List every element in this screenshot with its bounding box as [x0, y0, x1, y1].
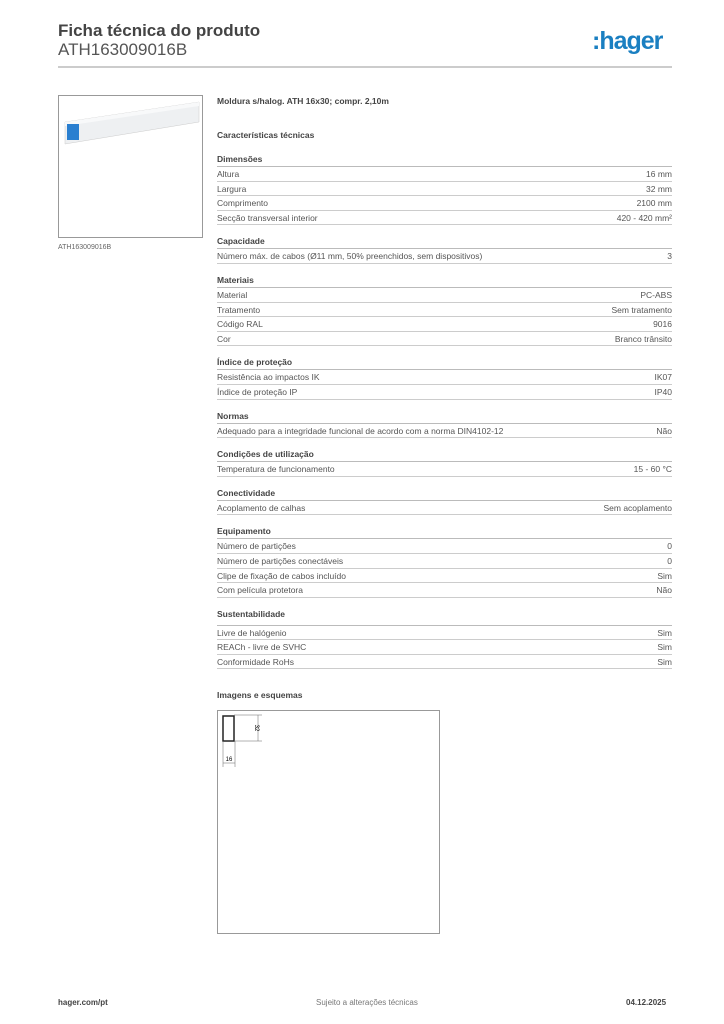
- spec-label: Com película protetora: [217, 585, 303, 596]
- spec-row: [217, 196, 672, 211]
- spec-section: [217, 525, 672, 597]
- spec-value: 32 mm: [646, 183, 672, 194]
- spec-label: Número máx. de cabos (Ø11 mm, 50% preenchidos, sem dispositivos): [217, 251, 483, 262]
- product-name: Moldura s/halog. ATH 16x30; compr. 2,10m: [217, 96, 389, 106]
- spec-label: Livre de halógenio: [217, 627, 287, 638]
- spec-section: [217, 235, 672, 264]
- spec-value: Sim: [657, 570, 672, 581]
- spec-value: 0: [667, 555, 672, 566]
- spec-value: Sim: [657, 627, 672, 638]
- spec-label: Número de partições conectáveis: [217, 555, 344, 566]
- dim-height-label: 32: [253, 724, 259, 732]
- section-title: Normas: [217, 410, 672, 424]
- spec-value: PC-ABS: [640, 289, 672, 300]
- footer-date: 04.12.2025: [626, 998, 667, 1007]
- spec-section: [217, 448, 672, 477]
- spec-label: Clipe de fixação de cabos incluído: [217, 570, 346, 581]
- spec-label: Acoplamento de calhas: [217, 502, 306, 513]
- spec-label: Comprimento: [217, 198, 269, 209]
- section-title: Índice de proteção: [217, 356, 672, 370]
- spec-row: [217, 167, 672, 182]
- spec-section: [217, 410, 672, 439]
- spec-row: [217, 211, 672, 226]
- spec-value: 2100 mm: [636, 198, 672, 209]
- spec-row: [217, 385, 672, 400]
- spec-value: Sim: [657, 642, 672, 653]
- spec-row: [217, 288, 672, 303]
- spec-label: Código RAL: [217, 319, 263, 330]
- page-title: Ficha técnica do produto: [58, 21, 261, 40]
- spec-row: [217, 249, 672, 264]
- spec-row: [217, 462, 672, 477]
- spec-value: 3: [667, 251, 672, 262]
- spec-row: [217, 626, 672, 641]
- spec-row: [217, 424, 672, 439]
- spec-row: [217, 370, 672, 385]
- spec-section: [217, 608, 672, 670]
- spec-label: Secção transversal interior: [217, 212, 318, 223]
- characteristics-title: Características técnicas: [217, 130, 315, 140]
- spec-section: [217, 153, 672, 225]
- spec-value: Não: [656, 585, 672, 596]
- section-title: Materiais: [217, 274, 672, 288]
- spec-section: [217, 487, 672, 516]
- section-title: Conectividade: [217, 487, 672, 501]
- spec-row: [217, 182, 672, 197]
- spec-value: Sem acoplamento: [603, 502, 672, 513]
- product-code: ATH163009016B: [58, 40, 188, 59]
- spec-row: [217, 303, 672, 318]
- spec-value: IK07: [654, 372, 672, 383]
- image-caption: ATH163009016B: [58, 244, 112, 251]
- spec-value: 16 mm: [646, 169, 672, 179]
- spec-row: [217, 655, 672, 670]
- spec-value: Sem tratamento: [611, 304, 672, 315]
- spec-label: Índice de proteção IP: [217, 386, 298, 397]
- spec-section: [217, 274, 672, 346]
- spec-label: Temperatura de funcionamento: [217, 464, 335, 475]
- product-image: [58, 95, 203, 238]
- hager-logo: :hager: [592, 27, 663, 55]
- spec-value: Não: [656, 425, 672, 436]
- section-title: Sustentabilidade: [217, 608, 672, 626]
- section-title: Equipamento: [217, 525, 672, 539]
- spec-value: 9016: [653, 319, 672, 330]
- spec-value: 420 - 420 mm²: [616, 212, 672, 223]
- dim-width-label: 16: [225, 757, 233, 763]
- spec-label: Resistência ao impactos IK: [217, 372, 320, 383]
- spec-value: 15 - 60 °C: [633, 464, 672, 475]
- spec-row: [217, 640, 672, 655]
- spec-value: IP40: [654, 386, 672, 397]
- spec-row: [217, 569, 672, 584]
- spec-main: [217, 96, 672, 679]
- spec-label: REACh - livre de SVHC: [217, 642, 307, 653]
- section-title: Dimensões: [217, 153, 672, 167]
- spec-section: [217, 356, 672, 399]
- spec-row: [217, 583, 672, 598]
- spec-label: Número de partições: [217, 541, 296, 552]
- spec-label: Altura: [217, 169, 240, 179]
- spec-label: Material: [217, 289, 248, 300]
- section-title: Condições de utilização: [217, 448, 672, 462]
- spec-value: 0: [667, 541, 672, 552]
- spec-value: Sim: [657, 656, 672, 667]
- spec-row: [217, 501, 672, 516]
- spec-row: [217, 317, 672, 332]
- spec-label: Conformidade RoHs: [217, 656, 295, 667]
- dimension-drawing: [217, 710, 440, 934]
- spec-row: [217, 332, 672, 347]
- header-divider: [58, 66, 672, 68]
- spec-sections: [217, 153, 672, 669]
- spec-label: Adequado para a integridade funcional de acordo com a norma DIN4102-12: [217, 425, 504, 436]
- footer-website[interactable]: hager.com/pt: [58, 998, 108, 1007]
- spec-label: Tratamento: [217, 304, 261, 315]
- spec-row: [217, 554, 672, 569]
- spec-label: Largura: [217, 183, 247, 194]
- spec-value: Branco trânsito: [614, 333, 672, 344]
- spec-label: Cor: [217, 333, 231, 344]
- images-title: Imagens e esquemas: [217, 690, 303, 700]
- section-title: Capacidade: [217, 235, 672, 249]
- footer-note: Sujeito a alterações técnicas: [316, 998, 418, 1007]
- spec-row: [217, 539, 672, 554]
